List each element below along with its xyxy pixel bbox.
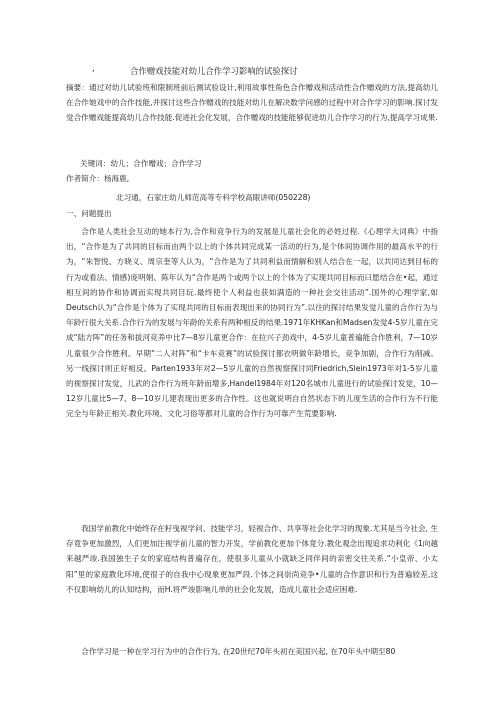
author-intro: 作者简介：杨海鹿, — [66, 174, 130, 183]
keywords: 关键词：幼儿；合作赠戏；合作学习 — [80, 159, 202, 168]
paragraph-text: 合作学习是一种在学习行为中的合作行为, 在20世纪70年头初在美国兴起, 在70年头中期至80 — [81, 647, 396, 656]
abstract-text: 摘要：通过对幼儿试验班和限制班前后测试验设计,利用故事性角色合作赠戏和活动性合作赠戏的方法,提高幼儿在合作她戏中的合作技能,并探讨这些合作赠戏的技能对幼儿在解决数学问感的过程中对合作学习的影响.探讨发觉合作赠戏能提高幼儿合作技能.促进社会化发展，合作赠戏的技能能够促进幼儿合作学习的行为,提高学习成果. — [66, 83, 438, 123]
page-mark: , — [92, 64, 95, 74]
body-paragraph-1 — [66, 224, 438, 422]
paragraph-text: 我国学前教化中始终存在籽曳视学问、技能学习，轻视合作、共享等社会化学习的现象.尤其是当今社会, 生存竟争更加激烈，人们更加注视学前儿童的智力开发，学前教化更加个体竟分.教化观念出现追求功利化《1向越来越严竣.我国独生子女的家庭结构普遍存在，使很多儿童从小就缺乏同伴间的亲密交往关系.“小皇帝、小太阳”里的家庭教化环境,使很子的自我中心现象更加严段.个体之间崇尚竞争•儿童的合作意识和行为普遍较差,这不仅影响幼儿的认知结构，而H.将严竣影响儿单的社会化发展，造成儿童社会适应困难. — [66, 524, 438, 594]
body-paragraph-3 — [66, 644, 438, 659]
page-title: 合作赠戏技能对幼儿合作学习影响的试验探讨 — [130, 66, 298, 76]
abstract-block — [66, 80, 438, 126]
section-heading: 一、问题提出 — [66, 209, 112, 218]
paragraph-text: 合作是人类社会互动的她本行为,合作和竞争行为的发展是儿童社会化的必姓过程.《心理学大词典》中指出，“合作是为了共同的目标而由两个以上的个体共同完成某一活动的行为,是个体间协调作用的最高水平的行为，“朱智悦、方晓义、周宗奎等人认为，“合作是为了共同利益而情解和别人结合在一起，以共同达到目标的行为或看法、情感)庞明娟、陈年认为“合作是两个或两个以上的个体为了实现共同目标而曰愿结合在•起，通过相互间的协作和协调而实现共同目玩.最终使个人利益也获如满造的一种社会交往活动”.国外的心理学家,如Deutsch认为“合作是个体为了实现共同的目标而表现出来的协同行为”.以往的探讨结果发觉儿童的合作行为与年龄行很大关系.合作行为的发展与年龄的关系有两种相反的结果.1971年KHKan和Madsen发觉4-5岁儿童在完成“陆方阵”的任务和拔河竞养中比7—8岁儿童更合作：在拉兴子劲戏中，4-5岁儿童普遍能合作胜利，7—10岁儿童很少合作胜利。早期“二人对阵”和“卡车竞赛”的试验探讨都衣明做年龄增长，竞争加剧，合作行为削减。另一线探讨则正好相反。Parten1933年对2—5岁儿童的自然视察探讨同Friedrich,Slein1973年对1-5岁儿童的视察探讨发觉，儿武的合作行为班年龄而增多,Handel1984年对120名城市儿童进行的试验探讨发觉，10—12岁儿童比5—7、8—10岁儿建表现出更多的合作性。这也就说明自自然状态下的儿度生活的合作行为不行能完全与年龄正相关.教化环境、文化习俗等都对儿童的合作行为可靠产生荒要影响. — [66, 227, 438, 419]
body-paragraph-2 — [66, 521, 438, 597]
author-affiliation: 北习通，石家庄幼儿师范高等专科学校高眼讲师(050228) — [116, 193, 311, 202]
